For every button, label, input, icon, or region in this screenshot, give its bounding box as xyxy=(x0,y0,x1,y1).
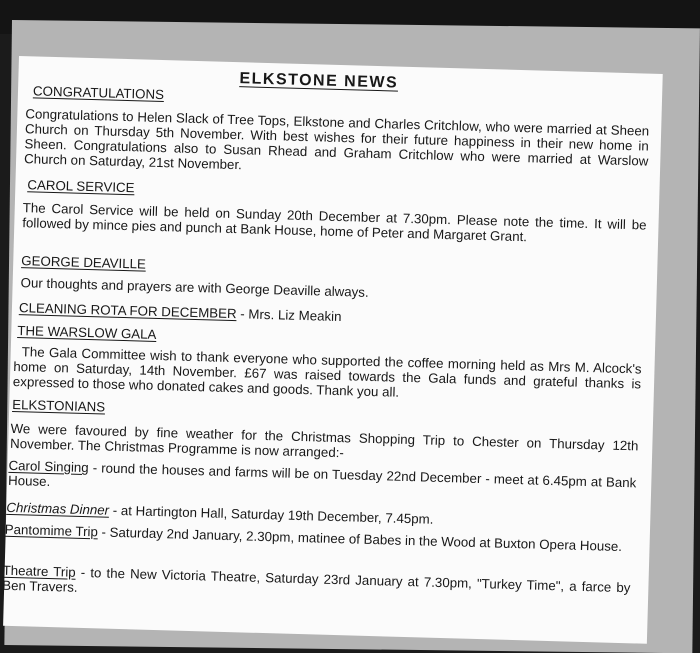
newsletter-clipping xyxy=(3,56,663,644)
programme-item-label: Pantomime Trip xyxy=(4,521,99,540)
george-deaville-text: Our thoughts and prayers are with George Deaville always. xyxy=(20,275,369,300)
programme-item-label: Carol Singing xyxy=(8,457,89,476)
programme-item-label: Theatre Trip xyxy=(2,562,76,580)
congratulations-text: Congratulations to Helen Slack of Tree Tops, Elkstone and Charles Critchlow, who were married at Sheen Church on Thursday 5th November. With best wishes for their future happiness in their new home in Sheen. Congratulations also to Susan Rhead and Graham Critchlow who were married at Warslow Church on Saturday, 21st November. xyxy=(23,106,650,173)
masthead-title: ELKSTONE NEWS xyxy=(239,70,399,92)
programme-item-text: - at Hartington Hall, Saturday 19th December, 7.45pm. xyxy=(108,502,434,527)
programme-item-text: - round the houses and farms will be on Tuesday 22nd December - meet at 6.45pm at Bank House. xyxy=(7,460,637,491)
congratulations-heading: CONGRATULATIONS xyxy=(32,83,165,103)
carol-service-heading: CAROL SERVICE xyxy=(27,177,135,196)
cleaning-rota-heading: CLEANING ROTA FOR DECEMBER xyxy=(18,300,237,322)
programme-item-text: - to the New Victoria Theatre, Saturday 23rd January at 7.30pm, "Turkey Time", a farce by Ben Travers. xyxy=(2,564,631,596)
carol-service-text: The Carol Service will be held on Sunday 20th December at 7.30pm. Please note the time. It will be followed by mince pies and punch at Bank House, home of Peter and Margaret Grant. xyxy=(22,200,647,245)
warslow-gala-heading: THE WARSLOW GALA xyxy=(17,323,157,342)
programme-item-text: - Saturday 2nd January, 2.30pm, matinee of Babes in the Wood at Buxton Opera House. xyxy=(97,524,623,555)
warslow-gala-text: The Gala Committee wish to thank everyone who supported the coffee morning held as Mrs M. Alcock's home on Saturday, 14th November. £67 was raised towards the Gala funds and grateful thanks is expressed to those who donated cakes and goods. Thank you all. xyxy=(12,344,642,400)
programme-item-label: Christmas Dinner xyxy=(6,499,110,518)
programme-item xyxy=(5,522,633,555)
george-deaville-heading: GEORGE DEAVILLE xyxy=(21,253,147,272)
cleaning-rota-line xyxy=(19,300,342,324)
elkstonians-heading: ELKSTONIANS xyxy=(12,396,106,415)
elkstonians-text: We were favoured by fine weather for the Christmas Shopping Trip to Chester on Thursday 12th November. The Christmas Programme is now arranged:- xyxy=(9,420,639,461)
programme-item xyxy=(2,563,631,611)
cleaning-rota-text: - Mrs. Liz Meakin xyxy=(236,306,342,325)
